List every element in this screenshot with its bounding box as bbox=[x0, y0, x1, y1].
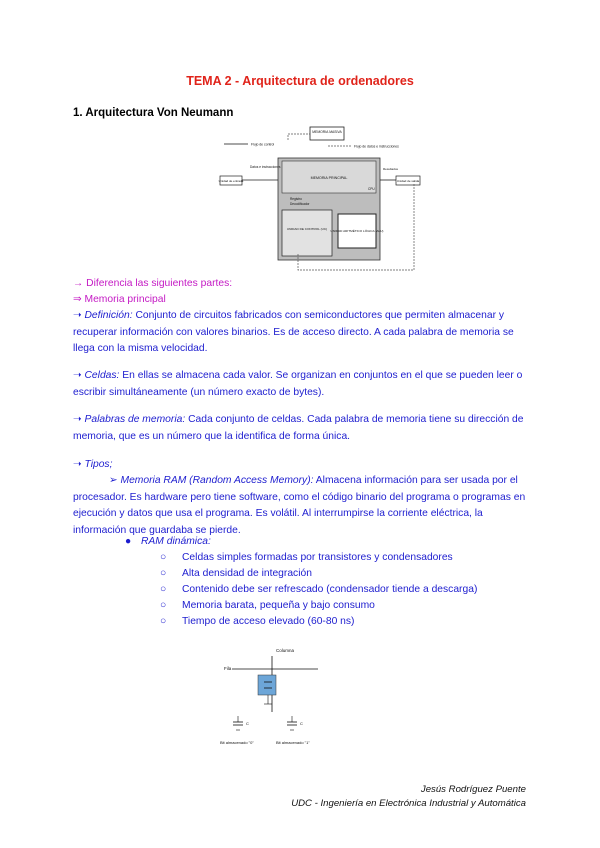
memoria-label: MEMORIA PRINCIPAL bbox=[310, 176, 348, 180]
intro-line bbox=[73, 276, 533, 293]
cap0-label: C bbox=[246, 721, 249, 726]
resultados-label: Resultados bbox=[383, 167, 399, 171]
footer bbox=[291, 783, 526, 811]
palabras-paragraph bbox=[73, 412, 533, 445]
control-unit-box bbox=[282, 210, 332, 256]
input-unit-label: Unidad de entrada bbox=[218, 179, 244, 183]
bit0-label: Bit almacenado "0" bbox=[220, 740, 254, 745]
circle-bullet-icon: ○ bbox=[160, 568, 167, 579]
ram-dinamica-label: RAM dinámica: bbox=[141, 536, 211, 547]
datos-instr-label: Datos e instrucciones bbox=[250, 165, 281, 169]
definicion-text: Conjunto de circuitos fabricados con semiconductores que permiten almacenar y recuperar información con valores binarios. Es de acceso directo. A cada palabra de memoria se llega con la misma velocidad. bbox=[73, 310, 514, 354]
list-item: ○ Tiempo de acceso elevado (60-80 ns) bbox=[160, 614, 477, 630]
intro-arrow: → Diferencia las siguientes partes: bbox=[73, 278, 233, 289]
circle-bullet-icon: ○ bbox=[160, 552, 167, 563]
celdas-text: En ellas se almacena cada valor. Se organizan en conjuntos en el que se pueden leer o escribir simultáneamente (un número exacto de bytes). bbox=[73, 370, 523, 398]
list-item: ○ Contenido debe ser refrescado (condensador tiende a descarga) bbox=[160, 582, 477, 598]
memoria-principal-line bbox=[73, 292, 533, 309]
footer-institution: UDC - Ingeniería en Electrónica Industrial y Automática bbox=[291, 798, 526, 809]
circle-bullet-icon: ○ bbox=[160, 584, 167, 595]
decodificador-label: Decodificador bbox=[290, 202, 310, 206]
footer-author: Jesús Rodríguez Puente bbox=[420, 784, 526, 795]
transistor-cell bbox=[258, 675, 276, 695]
memoria-principal: ⇒ Memoria principal bbox=[73, 294, 166, 305]
tipos-label: ➝ Tipos; bbox=[73, 459, 113, 470]
tipos-line bbox=[73, 457, 533, 474]
list-item: ○ Memoria barata, pequeña y bajo consumo bbox=[160, 598, 477, 614]
mass-memory-flow bbox=[288, 134, 310, 140]
mass-memory-label: MEMORIA MASIVA bbox=[312, 130, 342, 134]
page-title: TEMA 2 - Arquitectura de ordenadores bbox=[186, 74, 414, 88]
bullet-dot-icon: ● bbox=[125, 536, 132, 547]
output-unit-label: Unidad de salida bbox=[396, 179, 420, 183]
palabras-text: Cada conjunto de celdas. Cada palabra de memoria tiene su dirección de memoria, que es un número que la identifica de forma única. bbox=[73, 414, 524, 442]
list-item: ○ Alta densidad de integración bbox=[160, 566, 477, 582]
definicion-label: ➝ Definición: bbox=[73, 310, 133, 321]
list-item: ○ Celdas simples formadas por transistores y condensadores bbox=[160, 550, 477, 566]
ram-dinamica-list bbox=[160, 550, 477, 630]
cpu-label: CPU bbox=[368, 187, 375, 191]
ram-text: Almacena información para ser usada por el procesador. Es hardware pero tiene software, como el código binario del programa o programas en ejecución y datos que usa el programa. Es volátil. Al interrumpirse la corriente eléctrica, la información que guardaba se pierde. bbox=[73, 475, 526, 536]
registro-label: Registro bbox=[290, 197, 302, 201]
ram-paragraph bbox=[73, 473, 533, 539]
von-neumann-diagram bbox=[218, 124, 422, 272]
palabras-label: ➝ Palabras de memoria: bbox=[73, 414, 186, 425]
dram-cell-diagram bbox=[220, 644, 330, 750]
alu-label: UNIDAD ARITMÉTICO LÓGICA (ALU) bbox=[330, 229, 384, 233]
ram-dinamica-bullet bbox=[125, 534, 211, 550]
definicion-paragraph bbox=[73, 308, 533, 358]
ram-label: ➢ Memoria RAM (Random Access Memory): bbox=[109, 475, 314, 486]
legend-data: Flujo de datos e instrucciones bbox=[354, 144, 399, 149]
celdas-paragraph bbox=[73, 368, 533, 401]
bit1-label: Bit almacenado "1" bbox=[276, 740, 310, 745]
celdas-label: ➝ Celdas: bbox=[73, 370, 120, 381]
control-unit-label: UNIDAD DE CONTROL (UC) bbox=[286, 227, 328, 231]
cap1-label: C bbox=[300, 721, 303, 726]
columna-label: Columna bbox=[276, 648, 295, 653]
fila-label: Fila bbox=[224, 666, 232, 671]
circle-bullet-icon: ○ bbox=[160, 616, 167, 627]
legend-control: Flujo de control bbox=[251, 142, 275, 147]
section-heading: 1. Arquitectura Von Neumann bbox=[73, 107, 234, 119]
circle-bullet-icon: ○ bbox=[160, 600, 167, 611]
